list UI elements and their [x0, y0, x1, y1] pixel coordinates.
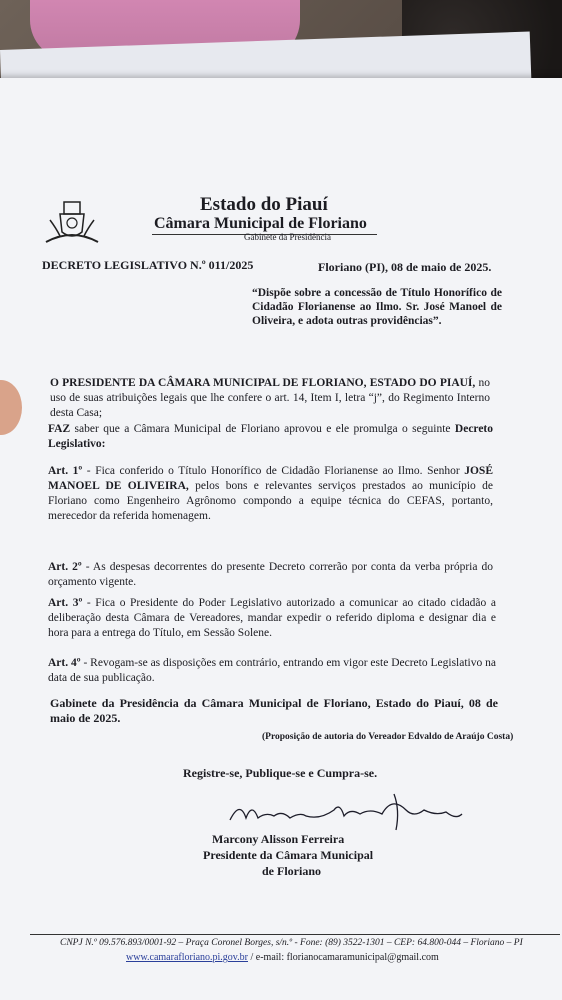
article-2: [48, 560, 493, 590]
coat-of-arms-icon: [42, 198, 102, 248]
register-line: Registre-se, Publique-se e Cumpra-se.: [183, 766, 378, 780]
article-4: [48, 656, 496, 686]
header-state: Estado do Piauí: [200, 194, 328, 215]
intro-paragraph: [50, 376, 490, 421]
closing-paragraph: Gabinete da Presidência da Câmara Municipal de Floriano, Estado do Piauí, 08 de maio de 2025.: [50, 696, 498, 725]
decree-date: Floriano (PI), 08 de maio de 2025.: [318, 260, 492, 274]
article-1-text-b: pelos bons e relevantes serviços prestados ao município de Floriano como Engenheiro Agrônomo compondo a equipe técnica do CEFAS, portanto, merecedor da referida homenagem.: [48, 480, 493, 522]
footer-email: / e-mail: florianocamaramunicipal@gmail.com: [248, 952, 439, 963]
faz-paragraph: [48, 422, 493, 452]
signatory-name: Marcony Alisson Ferreira: [212, 832, 345, 846]
article-2-text: - As despesas decorrentes do presente Decreto correrão por conta da verba própria do orçamento vigente.: [48, 561, 493, 588]
header-chamber: Câmara Municipal de Floriano: [154, 215, 367, 232]
faz-bold: FAZ: [48, 423, 71, 435]
signatory-city: de Floriano: [262, 864, 321, 878]
article-3-text: - Fica o Presidente do Poder Legislativo autorizado a comunicar ao citado cidadão a deliberação desta Câmara de Vereadores, mandar expedir o referido diploma e designar dia e hora para a entrega do Título, em Sessão Solene.: [48, 597, 496, 639]
article-1-text-a: - Fica conferido o Título Honorífico de Cidadão Florianense ao Ilmo. Senhor: [82, 465, 465, 477]
footer-contact: [126, 952, 439, 963]
proposition-note: (Proposição de autoria do Vereador Edvaldo de Araújo Costa): [262, 732, 514, 742]
decree-number: DECRETO LEGISLATIVO N.º 011/2025: [42, 258, 254, 272]
signatory-role: Presidente da Câmara Municipal: [203, 848, 374, 862]
website-link[interactable]: www.camarafloriano.pi.gov.br: [126, 952, 248, 963]
article-3-label: Art. 3º: [48, 597, 83, 609]
article-1: [48, 464, 493, 524]
article-4-label: Art. 4º: [48, 657, 81, 669]
faz-end: Decreto Legislativo:: [48, 423, 493, 450]
article-4-text: - Revogam-se as disposições em contrário, entrando em vigor este Decreto Legislativo na data de sua publicação.: [48, 657, 496, 684]
article-2-label: Art. 2º: [48, 561, 82, 573]
decree-ementa: “Dispõe sobre a concessão de Título Honorífico de Cidadão Florianense ao Ilmo. Sr. José Manoel de Oliveira, e adota outras providências”.: [252, 287, 502, 327]
header-office: Gabinete da Presidência: [244, 232, 331, 242]
faz-text: saber que a Câmara Municipal de Floriano aprovou e ele promulga o seguinte: [70, 423, 455, 435]
article-1-label: Art. 1º: [48, 465, 83, 477]
footer-divider: [30, 934, 560, 935]
footer-address: CNPJ N.º 09.576.893/0001-92 – Praça Coronel Borges, s/n.º - Fone: (89) 3522-1301 – CEP: 64.800-044 – Floriano – PI: [60, 938, 523, 948]
intro-bold: O PRESIDENTE DA CÂMARA MUNICIPAL DE FLORIANO, ESTADO DO PIAUÍ,: [50, 377, 476, 389]
honoree-name: JOSÉ MANOEL DE OLIVEIRA,: [48, 465, 493, 492]
intro-text: no uso de suas atribuições legais que lhe confere o art. 14, Item I, letra “j”, do Regimento Interno desta Casa;: [50, 377, 490, 419]
article-3: [48, 596, 496, 641]
